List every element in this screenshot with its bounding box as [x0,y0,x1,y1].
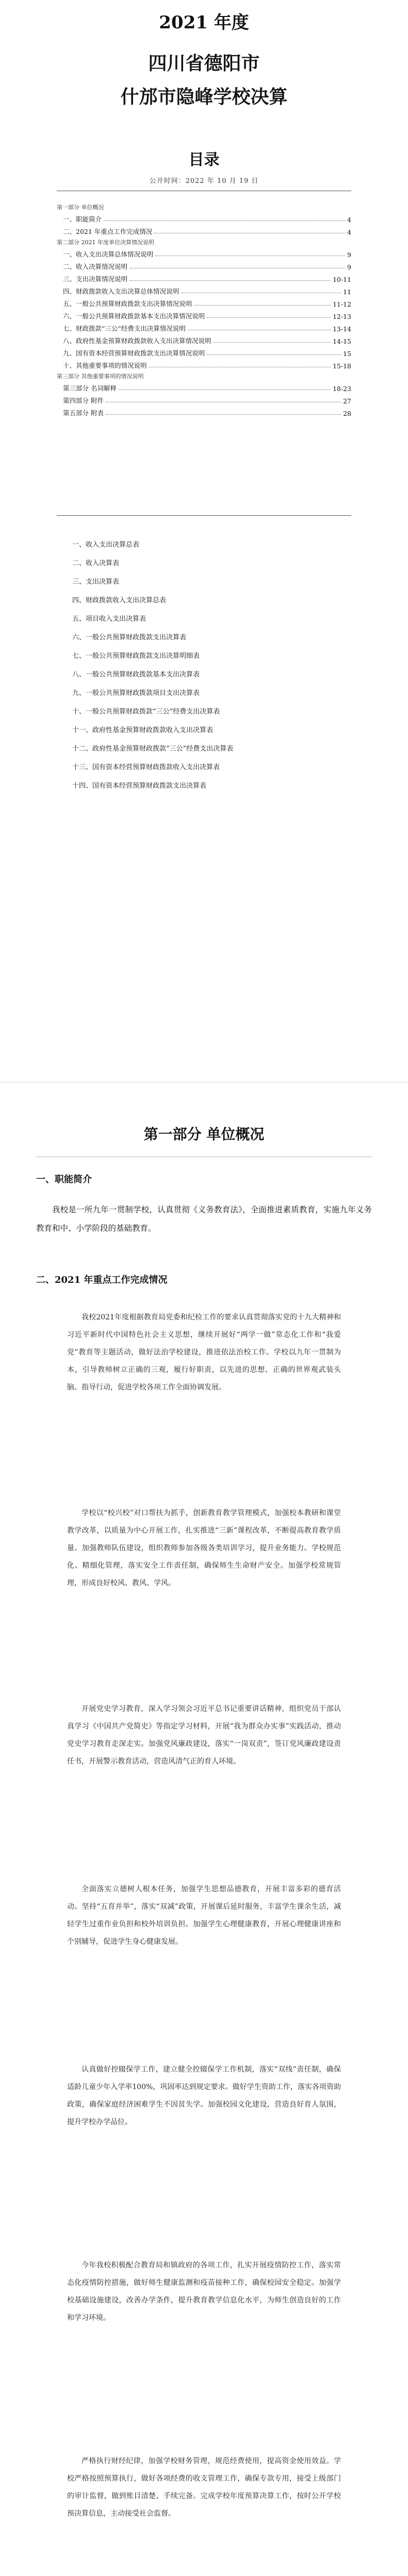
toc-entry[interactable] [57,211,351,224]
publish-date: 公开时间：2022 年 10 月 19 日 [149,177,259,185]
toc-entry[interactable] [57,405,351,417]
paragraph-6: 今年我校积极配合教育局和镇政府的各项工作，扎实开展疫情防控工作，落实常态化疫情防控措施，做好师生健康监测和疫苗接种工作，确保校园安全稳定。加强学校基础设施建设，改善办学条件，提升教育教学信息化水平，为师生创造良好的工作和学习环境。 [67,2261,341,2322]
paragraph-1: 我校2021年度根据教育局党委和纪检工作的要求认真贯彻落实党的十九大精神和习近平新时代中国特色社会主义思想，继续开展好“两学一做”常态化工作和“我爱党”教育等主题活动，做好法治学校建设，推进依法治校工作。学校以九年一贯制为本，引导教师树立正确的三观，履行好职责，以先进的思想、正确的世界观武装头脑、指导行动，促进学校各项工作全面协调发展。 [67,1313,341,1392]
section1-title: 一、职能简介 [36,1174,92,1185]
attachment-item[interactable]: 十四、国有资本经营预算财政拨款支出决算表 [72,782,207,790]
toc-entry-label: 第二部分 2021 年度单位决算情况说明 [57,239,154,246]
toc-entry-page: 15-18 [332,362,351,370]
toc-entry[interactable] [57,345,351,358]
toc-entry[interactable] [57,201,351,211]
toc-leader-dots [119,389,331,390]
toc-entry-page: 11 [343,288,351,296]
section1-text: 我校是一所九年一贯制学校，认真贯彻《义务教育法》，全面推进素质教育，实施九年义务教育和中、小学阶段的基础教育。 [36,1205,372,1233]
toc-entry-label: 第一部分 单位概况 [57,204,104,211]
toc-entry-page: 28 [343,410,351,417]
toc-entry-label: 七、财政拨款“三公”经费支出决算情况说明 [63,325,186,332]
toc-leader-dots [129,280,331,281]
cover-province-city: 四川省德阳市 [148,53,260,74]
toc-entry-label: 第三部分 名词解释 [63,384,117,392]
attachment-item[interactable]: 二、收入决算表 [72,560,120,567]
toc-entry[interactable] [57,224,351,236]
toc-entry-page: 4 [347,216,351,224]
toc-entry-label: 十、其他重要事项的情况说明 [63,362,147,369]
attachment-item[interactable]: 五、项目收入支出决算表 [72,615,146,623]
toc-entry[interactable] [57,333,351,345]
toc-entry[interactable] [57,320,351,333]
toc-entry-label: 六、一般公共预算财政拨款基本支出决算情况说明 [63,312,205,320]
toc-entry-page: 12-13 [332,313,351,320]
attachment-item[interactable]: 七、一般公共预算财政拨款支出决算明细表 [72,652,200,660]
toc-entry-page: 15 [343,350,351,358]
table-of-contents [57,201,351,417]
toc-entry-label: 二、2021 年重点工作完成情况 [63,228,153,235]
toc-entry-page: 27 [343,397,351,405]
paragraph-2: 学校以“校兴校”对口帮扶为抓手，创新教育教学管理模式，加强校本教研和课堂教学改革，以质量为中心开展工作，扎实推进“三新”课程改革，不断提高教育教学质量。加强教师队伍建设，组织教师参加各级各类培训学习，提升业务能力。学校规范化、精细化管理，落实安全工作责任制，确保师生生命财产安全。加强学校常规管理，形成良好校风、教风、学风。 [67,1509,341,1587]
attachment-item[interactable]: 一、收入支出决算总表 [72,541,140,549]
toc-entry-page: 10-11 [332,276,351,283]
toc-leader-dots [194,305,331,306]
paragraph-7: 严格执行财经纪律，加强学校财务管理，规范经费使用，提高资金使用效益。学校严格按照预算执行，做好各项经费的收支管理工作，确保专款专用，接受上级部门的审计监督，做到账目清楚、手续完备。完成学校年度预算决算工作，按时公开学校预决算信息，主动接受社会监督。 [67,2457,341,2518]
attachment-item[interactable]: 十二、政府性基金预算财政拨款“三公”经费支出决算表 [72,745,234,753]
toc-entry[interactable] [57,236,351,246]
attachment-item[interactable]: 四、财政拨款收入支出决算总表 [72,597,167,604]
toc-entry-page: 14-15 [332,337,351,345]
section2-title: 二、2021 年重点工作完成情况 [36,1275,168,1285]
toc-entry-label: 五、一般公共预算财政拨款支出决算情况说明 [63,300,192,308]
toc-entry[interactable] [57,259,351,271]
toc-entry-page: 18-23 [332,385,351,393]
toc-entry-page: 9 [347,251,351,259]
cover-year-title: 2021 年度 [159,12,249,33]
attachments-divider [57,515,351,516]
toc-leader-dots [207,354,341,355]
toc-entry[interactable] [57,380,351,393]
attachment-item[interactable]: 八、一般公共预算财政拨款基本支出决算表 [72,671,200,679]
toc-entry-page: 4 [347,228,351,236]
toc-entry-label: 一、收入支出决算总体情况说明 [63,250,154,258]
toc-entry-label: 四、财政拨款收入支出决算总体情况说明 [63,287,179,295]
toc-entry-label: 二、收入决算情况说明 [63,263,128,270]
paragraph-3: 开展党史学习教育，深入学习领会习近平总书记重要讲话精神，组织党员干部认真学习《中国共产党简史》等指定学习材料，开展“我为群众办实事”实践活动，推动党史学习教育走深走实。加强党风廉政建设，落实“一岗双责”，签订党风廉政建设责任书，开展警示教育活动，营造风清气正的育人环境。 [67,1705,341,1766]
paragraph-5: 认真做好控辍保学工作，建立健全控辍保学工作机制，落实“双线”责任制，确保适龄儿童少年入学率100%，巩固率达到规定要求。做好学生资助工作，落实各项资助政策，确保家庭经济困难学生不因贫失学。加强校园文化建设，营造良好育人氛围，提升学校办学品位。 [67,2065,341,2126]
part1-heading: 第一部分 单位概况 [143,1126,265,1143]
paragraph-4: 全面落实立德树人根本任务，加强学生思想品德教育，开展丰富多彩的德育活动。坚持“五育并举”，落实“双减”政策，开展课后延时服务，丰富学生课余生活，减轻学生过重作业负担和校外培训负担。加强学生心理健康教育，开展心理健康讲座和个别辅导，促进学生身心健康发展。 [67,1885,341,1946]
toc-entry-label: 九、国有资本经营预算财政拨款支出决算情况说明 [63,349,205,357]
attachment-item[interactable]: 六、一般公共预算财政拨款支出决算表 [72,634,187,641]
toc-entry[interactable] [57,296,351,308]
attachment-item[interactable]: 三、支出决算表 [72,578,120,586]
toc-entry-label: 第三部分 其他重要事项的情况说明 [57,373,144,380]
toc-entry[interactable] [57,370,351,380]
toc-entry[interactable] [57,358,351,370]
toc-entry[interactable] [57,246,351,259]
attachment-item[interactable]: 九、一般公共预算财政拨款项目支出决算表 [72,689,200,697]
toc-leader-dots [214,342,331,343]
attachment-list [72,536,340,795]
toc-entry-page: 11-12 [332,300,351,308]
toc-entry[interactable] [57,283,351,296]
toc-entry[interactable] [57,271,351,283]
toc-entry-page: 13-14 [332,325,351,333]
cover-page [0,0,408,1082]
toc-entry-label: 一、职能简介 [63,215,102,223]
toc-entry[interactable] [57,308,351,320]
toc-entry-label: 八、政府性基金预算财政拨款收入支出决算情况说明 [63,337,211,345]
toc-entry-label: 三、支出决算情况说明 [63,275,128,283]
toc-title: 目录 [188,151,220,169]
attachment-item[interactable]: 十、一般公共预算财政拨款“三公”经费支出决算表 [72,708,220,716]
cover-school-title: 什邡市隐峰学校决算 [120,86,288,108]
toc-entry-label: 第四部分 附件 [63,397,104,404]
toc-leader-dots [106,414,341,415]
toc-entry[interactable] [57,393,351,405]
toc-entry-label: 第五部分 附表 [63,409,104,417]
attachment-item[interactable]: 十三、国有资本经营预算财政拨款收入支出决算表 [72,764,220,771]
toc-entry-page: 9 [347,263,351,271]
attachment-item[interactable]: 十一、政府性基金预算财政拨款收入支出决算表 [72,726,214,734]
toc-leader-dots [207,317,331,318]
